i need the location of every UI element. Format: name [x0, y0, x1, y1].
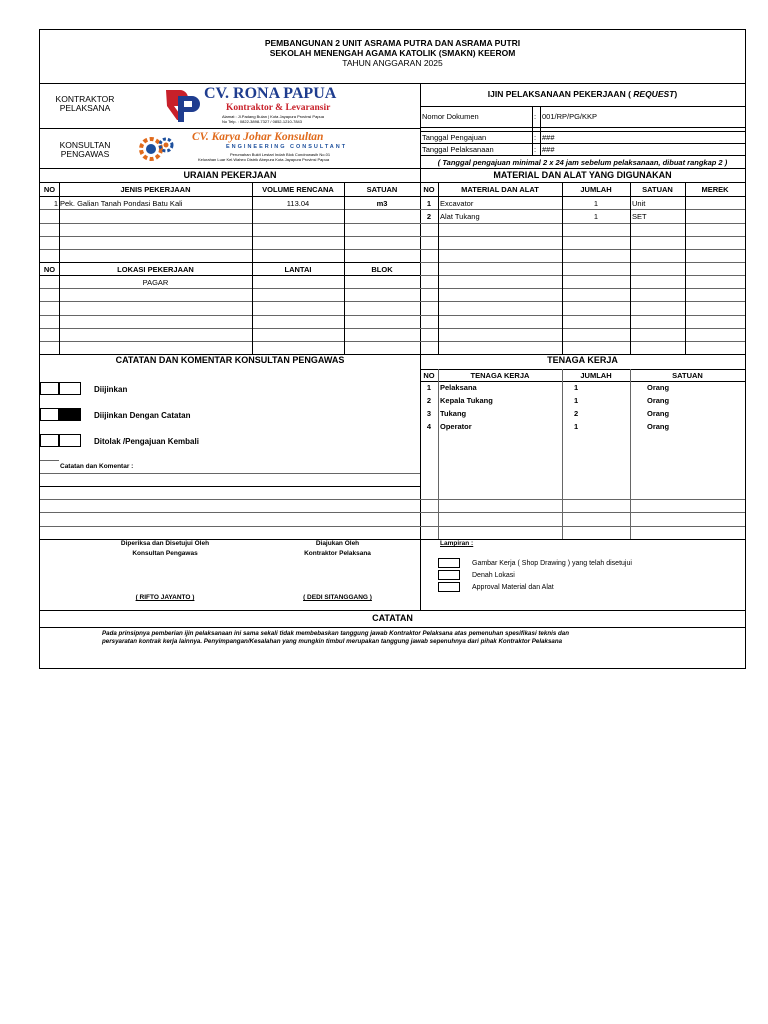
konsultan-label-2: PENGAWAS — [60, 149, 110, 159]
material-row-1-satuan: Unit — [632, 199, 646, 208]
divider — [420, 106, 745, 107]
catatan-line1: Pada prinsipnya pemberian ijin pelaksanaan ini sama sekali tidak membebaskan tanggung jawab Kontraktor Pelaksana atas pemenuhan spesifikasi teknis dan — [102, 630, 569, 637]
tenaga-row-3-name: Tukang — [440, 409, 467, 418]
konsultan-address-1: Perumahan Bukit Lestari Indah Blok Condrowasih No.01 — [230, 152, 331, 157]
row-line — [420, 526, 745, 527]
tenaga-row-1-name: Pelaksana — [440, 383, 477, 392]
option-ditolak-label: Ditolak /Pengajuan Kembali — [94, 437, 199, 446]
nomor-dokumen-label: Nomor Dokumen — [422, 112, 479, 121]
tenaga-header-jumlah: JUMLAH — [580, 371, 612, 380]
checkbox-ditolak[interactable] — [59, 434, 81, 447]
row-line — [40, 460, 59, 461]
tenaga-row-4-satuan: Orang — [647, 422, 670, 431]
row-line — [40, 236, 420, 237]
col-line — [630, 182, 631, 354]
gear-logo-icon — [137, 133, 175, 165]
sign-left-line1: Diperiksa dan Disetujui Oleh — [120, 540, 210, 547]
col-line — [438, 369, 439, 539]
lampiran-checkbox-approval[interactable] — [438, 582, 460, 592]
tenaga-row-4-jumlah: 1 — [574, 422, 579, 431]
tenaga-row-3-jumlah: 2 — [574, 409, 579, 418]
material-header-satuan: SATUAN — [642, 185, 673, 194]
tenaga-row-3-satuan: Orang — [647, 409, 670, 418]
tenaga-row-2-satuan: Orang — [647, 396, 670, 405]
material-header-merek: MEREK — [701, 185, 729, 194]
col-line — [685, 182, 686, 354]
kontraktor-label-2: PELAKSANA — [59, 103, 111, 113]
lampiran-item-denah: Denah Lokasi — [472, 572, 515, 579]
uraian-header-jenis: JENIS PEKERJAAN — [120, 185, 191, 194]
row-line — [420, 341, 745, 342]
tenaga-row-3-no: 3 — [426, 409, 432, 418]
row-line — [420, 328, 745, 329]
material-row-2-jumlah: 1 — [593, 212, 599, 221]
sign-right-line1: Diajukan Oleh — [315, 540, 360, 547]
uraian-row-1-jenis: Pek. Galian Tanah Pondasi Batu Kali — [60, 199, 183, 208]
divider — [420, 127, 745, 128]
material-row-2-satuan: SET — [632, 212, 647, 221]
komentar-line[interactable] — [40, 512, 420, 513]
uraian-row-1-no: 1 — [53, 199, 58, 208]
row-line — [40, 249, 420, 250]
col-line — [252, 182, 253, 354]
material-header-name: MATERIAL DAN ALAT — [461, 185, 539, 194]
tenaga-row-2-jumlah: 1 — [574, 396, 579, 405]
ijin-title-end: ) — [674, 89, 678, 99]
material-header-no: NO — [423, 185, 435, 194]
divider — [420, 131, 745, 132]
divider — [420, 143, 745, 144]
tenaga-row-4-no: 4 — [426, 422, 432, 431]
row-line — [40, 209, 420, 210]
col-line — [630, 369, 631, 539]
tenaga-row-2-no: 2 — [426, 396, 432, 405]
divider — [40, 168, 745, 169]
tenaga-row-1-jumlah: 1 — [574, 383, 579, 392]
pelaksanaan-colon: : — [534, 145, 537, 154]
komentar-line[interactable] — [40, 499, 420, 500]
row-line — [40, 288, 420, 289]
row-line — [420, 275, 745, 276]
row-line — [420, 249, 745, 250]
uraian-row-1-satuan: m3 — [376, 199, 388, 208]
material-row-1-no: 1 — [426, 199, 432, 208]
material-row-1-name: Excavator — [440, 199, 474, 208]
lampiran-checkbox-gambar[interactable] — [438, 558, 460, 568]
divider — [40, 83, 745, 84]
row-line — [40, 223, 420, 224]
ijin-title-request: REQUEST — [633, 89, 675, 99]
material-row-2-no: 2 — [426, 212, 432, 221]
divider — [40, 627, 745, 628]
row-line — [420, 288, 745, 289]
lokasi-header-lantai: LANTAI — [284, 265, 312, 274]
ijin-note: ( Tanggal pengajuan minimal 2 x 24 jam sebelum pelaksanaan, dibuat rangkap 2 ) — [437, 158, 728, 167]
komentar-line[interactable] — [40, 473, 420, 474]
row-line — [40, 315, 420, 316]
material-header-jumlah: JUMLAH — [580, 185, 612, 194]
row-line — [420, 209, 745, 210]
sign-right-line2: Kontraktor Pelaksana — [304, 550, 371, 557]
lokasi-header-blok: BLOK — [371, 265, 393, 274]
ijin-title-text: IJIN PELAKSANAAN PEKERJAAN ( — [487, 89, 634, 99]
material-title: MATERIAL DAN ALAT YANG DIGUNAKAN — [493, 170, 672, 180]
lokasi-row-1-lokasi: PAGAR — [142, 278, 169, 287]
option-diijinkan-label: Diijinkan — [94, 385, 128, 394]
kontraktor-tagline: Kontraktor & Levaransir — [226, 103, 331, 113]
row-line — [420, 512, 745, 513]
row-line — [40, 275, 420, 276]
col-line — [59, 182, 60, 354]
divider — [420, 155, 745, 156]
option-dengan-catatan-label: Diijinkan Dengan Catatan — [94, 411, 191, 420]
col-line — [344, 182, 345, 354]
project-title-line1: PEMBANGUNAN 2 UNIT ASRAMA PUTRA DAN ASRAMA PUTRI — [264, 38, 521, 48]
sign-right-name: ( DEDI SITANGGANG ) — [303, 594, 372, 601]
divider — [532, 106, 533, 155]
sign-left-line2: Konsultan Pengawas — [132, 550, 198, 557]
kontraktor-company-name: CV. RONA PAPUA — [204, 85, 337, 102]
tanggal-pelaksanaan-label: Tanggal Pelaksanaan — [422, 145, 494, 154]
request-form — [39, 29, 746, 669]
divider — [420, 381, 745, 382]
lampiran-item-approval: Approval Material dan Alat — [472, 584, 554, 591]
tenaga-title: TENAGA KERJA — [547, 355, 618, 365]
checkbox-diijinkan[interactable] — [59, 382, 81, 395]
lokasi-header-no: NO — [43, 265, 56, 274]
uraian-header-no: NO — [43, 185, 56, 194]
konsultan-address-2: Kelurahan Luar Kel.Waheo Distrik Abepura Kota Jayapura Provinsi Papua — [198, 157, 330, 162]
tenaga-row-4-name: Operator — [440, 422, 472, 431]
komentar-label: Catatan dan Komentar : — [60, 463, 134, 470]
nomor-colon: : — [534, 112, 537, 121]
col-line — [562, 369, 563, 539]
konsultan-tagline: ENGINEERING CONSULTANT — [226, 144, 348, 150]
row-line — [40, 341, 420, 342]
project-title-line3: TAHUN ANGGARAN 2025 — [342, 58, 443, 68]
checkbox-ditolak-left[interactable] — [40, 434, 59, 447]
divider — [420, 369, 745, 370]
divider — [40, 128, 420, 129]
row-line — [420, 315, 745, 316]
col-line — [562, 182, 563, 354]
sign-left-name: ( RIFTO JAYANTO ) — [135, 594, 195, 601]
row-line — [420, 236, 745, 237]
divider — [40, 182, 745, 183]
lampiran-item-gambar: Gambar Kerja ( Shop Drawing ) yang telah disetujui — [472, 560, 632, 567]
project-title-line2: SEKOLAH MENENGAH AGAMA KATOLIK (SMAKN) KEEROM — [269, 48, 516, 58]
komentar-line[interactable] — [40, 486, 420, 487]
tenaga-row-1-satuan: Orang — [647, 383, 670, 392]
catatan-line2: persyaratan kontrak kerja lainnya. Penyimpangan/Kesalahan yang mungkin timbul merupakan tanggung jawab sepenuhnya dari pihak Kontraktor Pelaksana — [102, 638, 563, 645]
ijin-title — [420, 90, 745, 99]
tenaga-header-name: TENAGA KERJA — [470, 371, 530, 380]
tanggal-pengajuan-label: Tanggal Pengajuan — [422, 133, 487, 142]
tenaga-row-1-no: 1 — [426, 383, 432, 392]
checkbox-dengan-catatan-left[interactable] — [40, 408, 59, 421]
kontraktor-label-1: KONTRAKTOR — [55, 94, 115, 104]
rona-papua-logo — [162, 86, 202, 124]
row-line — [40, 328, 420, 329]
komentar-line[interactable] — [40, 526, 420, 527]
checkbox-dengan-catatan[interactable] — [59, 408, 81, 421]
material-row-1-jumlah: 1 — [593, 199, 599, 208]
tenaga-header-satuan: SATUAN — [672, 371, 703, 380]
catatan-konsultan-title: CATATAN DAN KOMENTAR KONSULTAN PENGAWAS — [115, 355, 345, 365]
pengajuan-colon: : — [534, 133, 537, 142]
row-line — [420, 301, 745, 302]
uraian-header-volume: VOLUME RENCANA — [262, 185, 334, 194]
col-line — [438, 182, 439, 354]
nomor-dokumen-value: 001/RP/PG/KKP — [542, 112, 598, 121]
lampiran-title: Lampiran : — [440, 540, 474, 547]
row-line — [40, 301, 420, 302]
tanggal-pengajuan-value: ### — [542, 133, 555, 142]
tenaga-row-2-name: Kepala Tukang — [440, 396, 493, 405]
kontraktor-phone: No Telp. : 0822-3898-7327 / 0852-1210-7843 — [222, 119, 302, 124]
uraian-header-satuan: SATUAN — [366, 185, 398, 194]
uraian-row-1-volume: 113.04 — [286, 199, 310, 208]
row-line — [420, 223, 745, 224]
tenaga-header-no: NO — [423, 371, 435, 380]
row-line — [40, 262, 420, 263]
kontraktor-address: Alamat : Jl.Padang Bulan | Kota Jayapura Provinsi Papua — [222, 114, 324, 119]
catatan-title: CATATAN — [372, 613, 413, 623]
lokasi-header-lokasi: LOKASI PEKERJAAN — [117, 265, 194, 274]
tanggal-pelaksanaan-value: ### — [542, 145, 555, 154]
divider — [40, 196, 745, 197]
row-line — [420, 499, 745, 500]
konsultan-label-1: KONSULTAN — [59, 140, 111, 150]
divider — [40, 610, 745, 611]
konsultan-company-name: CV. Karya Johar Konsultan — [192, 131, 324, 143]
divider — [540, 106, 541, 155]
material-row-2-name: Alat Tukang — [440, 212, 480, 221]
uraian-title: URAIAN PEKERJAAN — [183, 170, 277, 180]
row-line — [420, 262, 745, 263]
checkbox-diijinkan-left[interactable] — [40, 382, 59, 395]
lampiran-checkbox-denah[interactable] — [438, 570, 460, 580]
